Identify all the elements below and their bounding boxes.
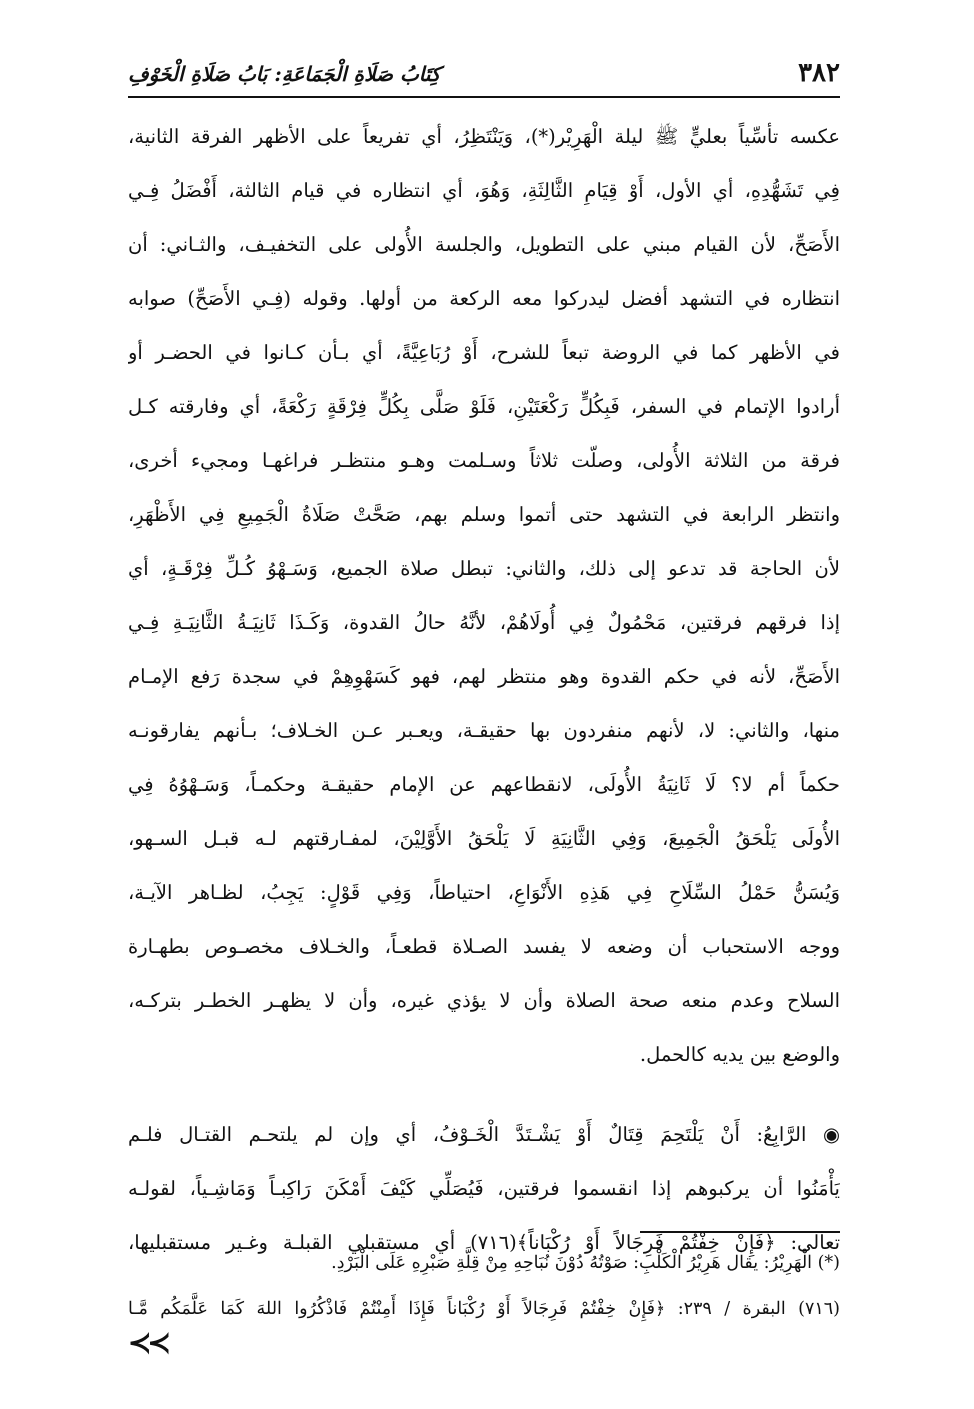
footnote-rule — [640, 1231, 840, 1233]
text-line: عكسه تأسِّياً بعليٍّ ﷺ ليلة الْهَرِيْر(*)، وَيَنْتَظِرُ، أي تفريعاً على الأظهر الفرقة الثانية، — [128, 125, 840, 148]
footnote: (٧١٦) البقرة / ٢٣٩: ﴿فَإِنْ خِفْتُمْ فَرِجَالاً أَوْ رُكْبَاناً فَإِذَا أَمِنْتُمْ فَاذْكُرُوا اللهَ كَمَا عَلَّمَكُم مَّـا — [128, 1299, 840, 1319]
main-text — [128, 110, 840, 1270]
footnotes — [128, 1240, 840, 1332]
text-line: الأَصَحِّ، لأنه في حكم القدوة وهو منتظر لهم، فهو كَسَهْوِهِمْ في سجدة رَفع الإمـام — [128, 665, 840, 688]
text-line: وانتظر الرابعة في التشهد حتى أتموا وسلم بهم، صَحَّتْ صَلَاةُ الْجَمِيعِ فِي الأَظْهَرِ، — [128, 503, 840, 526]
paragraph-gap — [128, 1082, 840, 1108]
text-line: يَأْمَنُوا أن يركبوهم إذا انقسموا فرقتين، فَيُصَلِّي كَيْفَ أَمْكَنَ رَاكِبـاً وَمَاشِـياً، لقولـه — [128, 1177, 840, 1200]
text-line: إذا فرقهم فرقتين، مَحْمُولٌ فِي أُولَاهُمْ، لأنَّهُ حالُ القدوة، وَكَـذَا ثَانِيَـةُ الثَّانِيَـةِ فِـي — [128, 611, 840, 634]
header-rule — [128, 96, 840, 98]
text-line: السلاح وعدم منعه صحة الصلاة وأن لا يؤذي غيره، وأن لا يظهـر الخطـر بتركـه، — [128, 989, 840, 1012]
text-line: حكماً أم لا؟ لَا ثَانِيَةُ الأُولَى، لانقطاعهم عن الإمام حقيقـة وحكمـاً، وَسَـهْوُهُ فِي — [128, 773, 840, 796]
page-number: ٣٨٢ — [798, 58, 840, 88]
text-line: تعالى: ﴿فَإِنْ خِفْتُمْ فَرِجَالاً أَوْ رُكْبَاناً﴾(٧١٦) أي مستقبلي القبلـة وغـير مستقبليها، — [128, 1231, 840, 1254]
text-line: الأُولَى يَلْحَقُ الْجَمِيعَ، وَفِي الثَّانِيَةِ لَا يَلْحَقُ الأَوَّلِيْنَ، لمفـارقتهم لـه قبـل السـهو، — [128, 827, 840, 850]
text-line: وَيُسَنُّ حَمْلُ السِّلَاحِ فِي هَذِهِ الأَنْوَاعِ، احتياطاً، وَفِي قَوْلٍ: يَجِبُ، لظـاهر الآيـة، — [128, 881, 840, 904]
text-line: الأَصَحِّ، لأن القيام مبني على التطويل، والجلسة الأُولى على التخفيـف، والثـاني: أن — [128, 233, 840, 256]
text-line: ◉ الرَّابِعُ: أَنْ يَلْتَحِمَ قِتَالٌ أَوْ يَشْـتَدَّ الْخَـوْفُ، أي وإن لم يلتحـم القتـال فلـم — [128, 1123, 840, 1146]
text-line: فرقة من الثلاثة الأُولى، وصلّت ثلاثاً وسـلمت وهـو منتظـر فراغهـا ومجيء أخرى، — [128, 449, 840, 472]
continuation-arrow-icon: ≺≺ — [128, 1326, 167, 1359]
text-line: فِي تَشَهُّدِهِ، أي الأول، أَوْ قِيَامِ الثَّالِثَةِ، وَهُوَ، أي انتظاره في قيام الثالثة، أَفْضَلُ فِـي — [128, 179, 840, 202]
page-header — [128, 52, 840, 96]
text-line: في الأظهر كما في الروضة تبعاً للشرح، أَوْ رُبَاعِيَّةً، أي بـأن كـانوا في الحضـر أو — [128, 341, 840, 364]
text-line: لأن الحاجة قد تدعو إلى ذلك، والثاني: تبطل صلاة الجميع، وَسَـهْوُ كُـلِّ فِرْقَـةٍ، أي — [128, 557, 840, 580]
footnote: (*) الْهَرِيْرُ: يقال هَرِيْرُ الْكَلْبِ: صَوْتُهُ دُوْنَ نُبَاحِهِ مِنْ قِلَّةِ صَبْرِهِ عَلَى الْبَرْدِ. — [331, 1253, 840, 1273]
text-line: منها، والثاني: لا، لأنهم منفردون بها حقيقـة، ويعـبر عـن الخـلاف؛ بـأنهم يفارقونـه — [128, 719, 840, 742]
text-line: انتظاره في التشهد أفضل ليدركوا معه الركعة من أولها. وقوله (فِـي الأَصَحِّ) صوابه — [128, 287, 840, 310]
text-line: أرادوا الإتمام في السفر، فَبِكُلٍّ رَكْعَتَيْنِ، فَلَوْ صَلَّى بِكُلٍّ فِرْقَةٍ رَكْعَةً، أي وفارقته كـل — [128, 395, 840, 418]
text-line: ووجه الاستحباب أن وضعه لا يفسد الصـلاة قطعـاً، والخـلاف مخصـوص بطهـارة — [128, 935, 840, 958]
text-line: والوضع بين يديه كالحمل. — [639, 1043, 840, 1066]
running-title: كِتَابُ صَلَاةِ الْجَمَاعَةِ: بَابُ صَلَاةِ الْخَوْفِ — [128, 62, 441, 86]
